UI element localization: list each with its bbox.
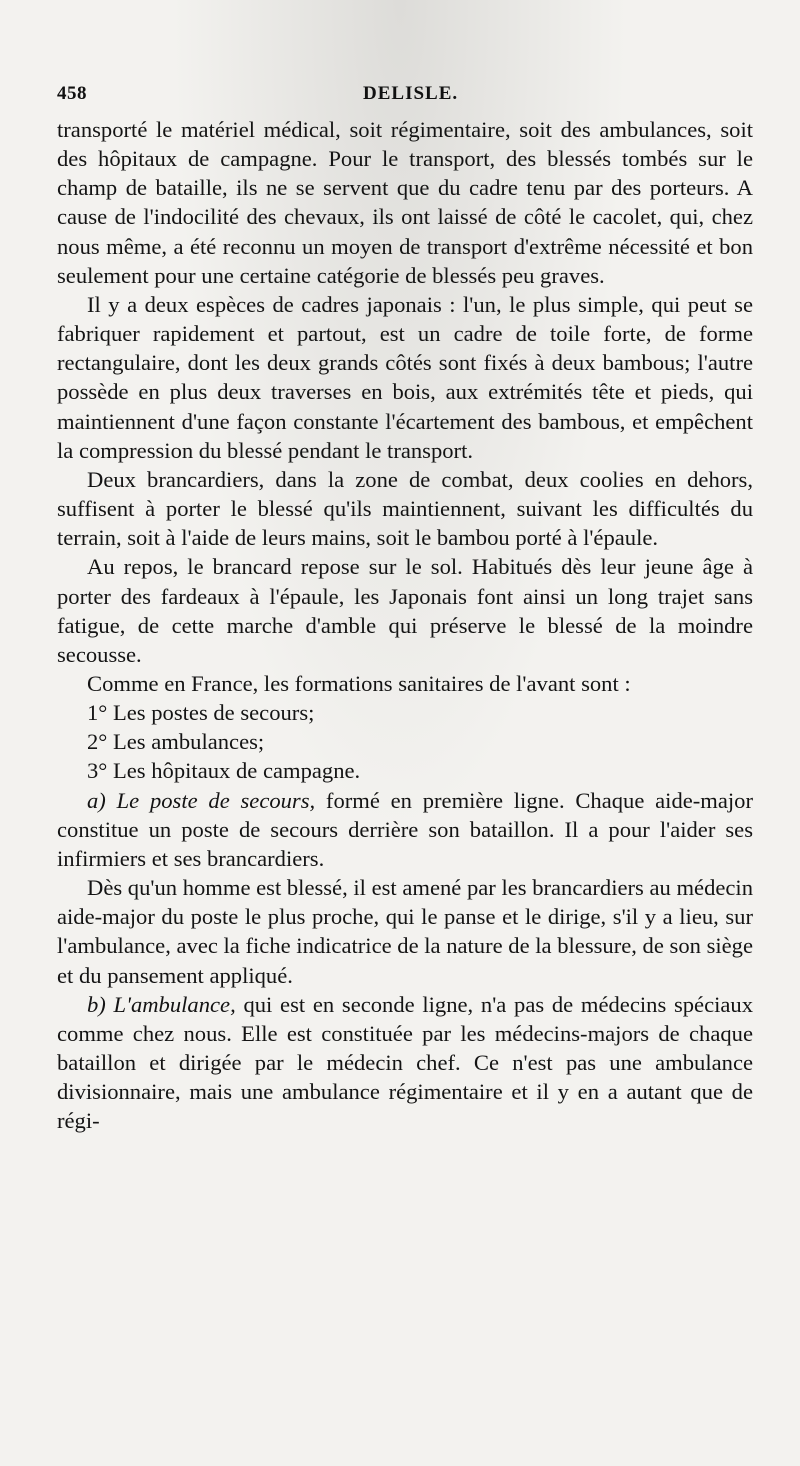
paragraph-blesse: Dès qu'un homme est blessé, il est amené par les brancardiers au médecin aide-major du poste le plus proche, qui le panse et le dirige, s'il y a lieu, sur l'ambulance, avec la fiche indicatrice de la nature de la blessure, de son siège et du pansement appliqué. — [57, 875, 753, 988]
page-number: 458 — [57, 83, 87, 104]
section-text-poste: formé en première ligne. Chaque aide-major constitue un poste de secours derrière son bataillon. Il a pour l'aider ses infirmiers et ses brancardiers. — [57, 787, 753, 871]
list-item-hopitaux: 3° Les hôpitaux de campagne. — [87, 758, 361, 784]
list-item-postes: 1° Les postes de secours; — [87, 700, 315, 726]
paragraph-brancardiers: Deux brancardiers, dans la zone de combat, deux coolies en dehors, suffisent à porter le blessé qu'ils maintiennent, suivant les difficultés du terrain, soit à l'aide de leurs mains, soit le bambou porté à l'épaule. — [57, 466, 753, 551]
paragraph-cadres-japonais: Il y a deux espèces de cadres japonais : l'un, le plus simple, qui peut se fabriquer rapidement et partout, est un cadre de toile forte, de forme rectangulaire, dont les deux grands côtés sont fixés à deux bambous; l'autre possède en plus deux traverses en bois, aux extrémités tête et pieds, qui maintiennent d'une façon constante l'écartement des bambous, et empêchent la compression du blessé pendant le transport. — [57, 291, 753, 463]
paragraph-continued: transporté le matériel médical, soit régimentaire, soit des ambulances, soit des hôpitaux de campagne. Pour le transport, des blessés tombés sur le champ de bataille, ils ne se servent que du cadre tenu par des porteurs. A cause de l'indocilité des chevaux, ils ont laissé de côté le cacolet, qui, chez nous même, a été reconnu un moyen de transport d'extrême nécessité et bon seulement pour une certaine catégorie de blessés peu graves. — [57, 117, 753, 288]
paragraph-formations: Comme en France, les formations sanitaires de l'avant sont : — [87, 670, 631, 696]
section-marker-b: b) — [87, 991, 106, 1017]
paragraph-repos: Au repos, le brancard repose sur le sol. Habitués dès leur jeune âge à porter des fardeaux à l'épaule, les Japonais font ainsi un long trajet sans fatigue, de cette marche d'amble qui préserve le blessé de la moindre secousse. — [57, 554, 753, 667]
running-head-author: DELISLE. — [363, 83, 459, 104]
body-text — [57, 115, 753, 1135]
running-head — [57, 83, 753, 111]
list-item-ambulances: 2° Les ambulances; — [87, 729, 265, 755]
section-title-poste: Le poste de secours, — [116, 787, 316, 813]
section-text-ambulance: qui est en seconde ligne, n'a pas de médecins spéciaux comme chez nous. Elle est constituée par les médecins-majors de chaque bataillon et dirigée par le médecin chef. Ce n'est pas une ambulance divisionnaire, mais une ambulance régimentaire et il y en a autant que de régi- — [57, 991, 753, 1134]
paragraph-ambulance — [57, 990, 753, 1136]
paragraph-poste-de-secours — [57, 786, 753, 873]
section-marker-a: a) — [87, 787, 106, 813]
section-title-ambulance: L'ambulance, — [113, 991, 236, 1017]
